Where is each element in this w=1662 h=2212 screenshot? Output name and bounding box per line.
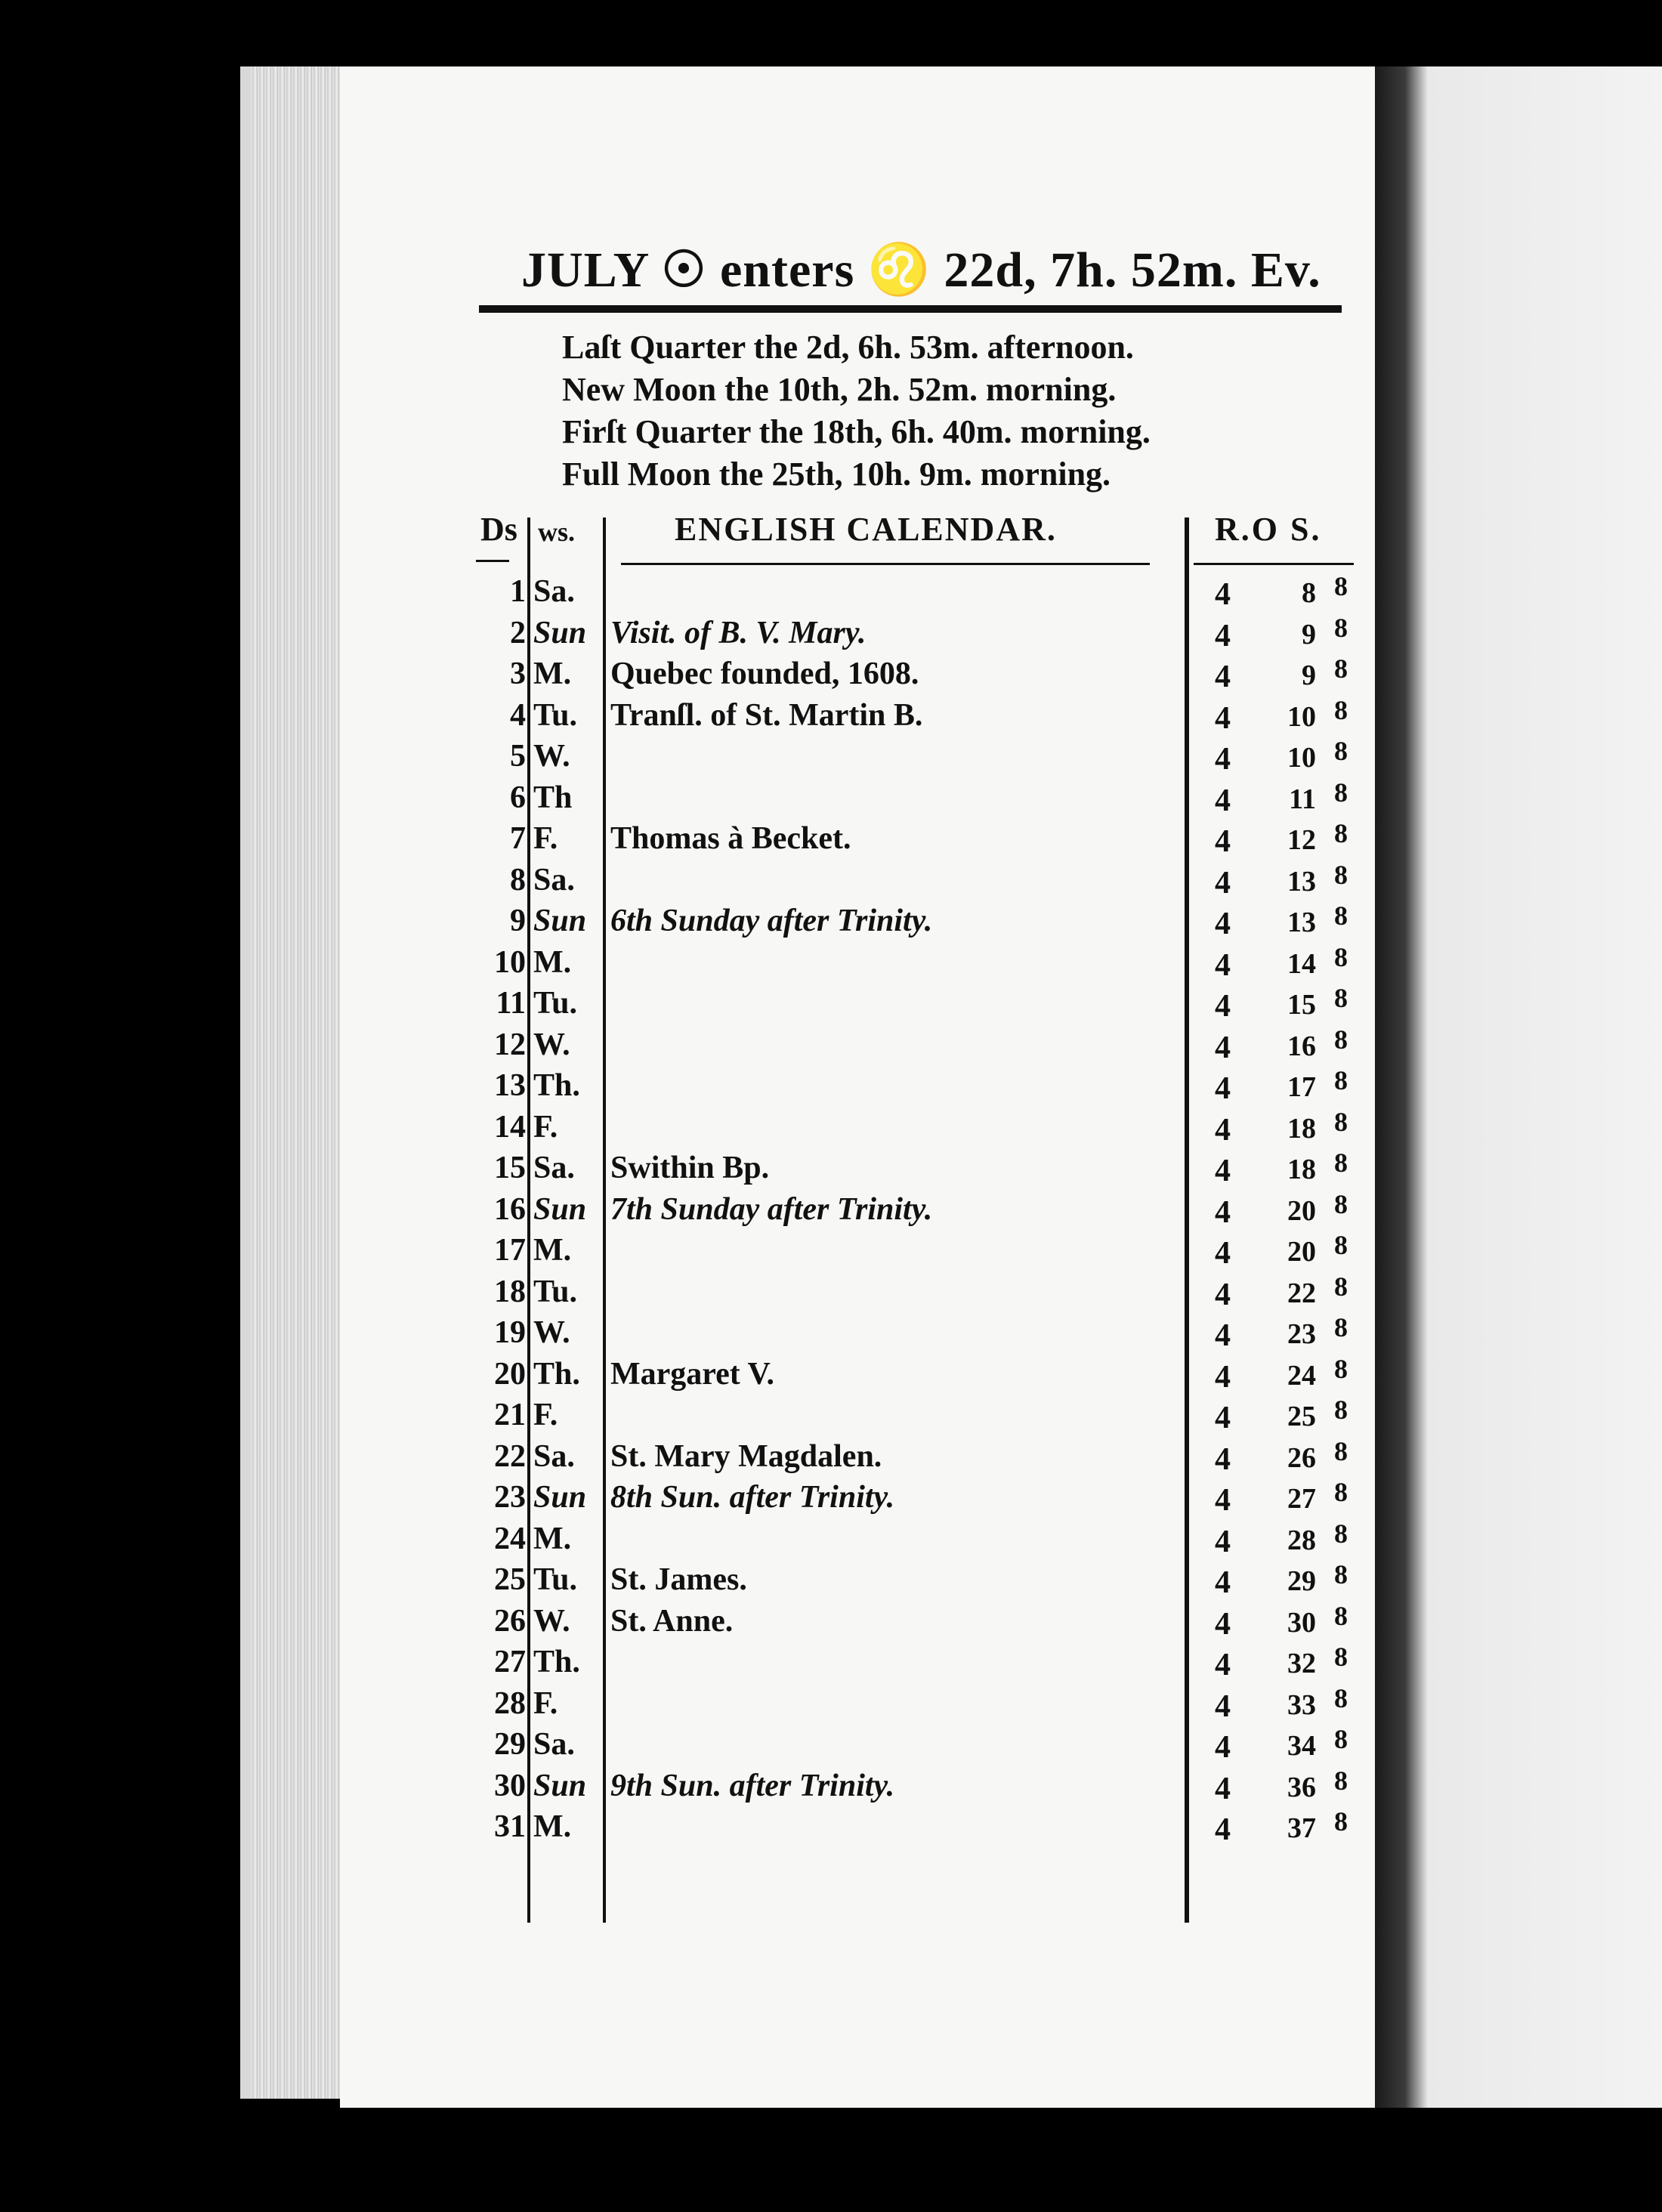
sunrise-hour: 4 — [1215, 1359, 1231, 1395]
calendar-event: Swithin Bp. — [610, 1151, 770, 1185]
sunrise-minute: 9 — [1302, 660, 1316, 691]
sunset-hour: 8 — [1334, 1395, 1348, 1425]
sunrise-hour: 4 — [1215, 1071, 1231, 1106]
weekday: Th — [533, 780, 573, 815]
sunset-hour: 8 — [1334, 1148, 1348, 1178]
day-number: 12 — [494, 1027, 526, 1062]
sunrise-minute: 14 — [1287, 947, 1316, 980]
sunrise-hour: 4 — [1215, 1318, 1231, 1353]
moon-phases — [562, 326, 1355, 496]
header-rising-setting: R.O S. — [1215, 511, 1322, 548]
phase-line-first-quarter: Firſt Quarter the 18th, 6h. 40m. morning. — [562, 413, 1151, 450]
weekday: Sun — [533, 615, 587, 650]
weekday: M. — [533, 944, 572, 980]
sunset-hour: 8 — [1334, 901, 1348, 931]
sunrise-hour: 4 — [1215, 989, 1231, 1024]
day-number: 14 — [494, 1109, 526, 1145]
weekday: Sa. — [533, 574, 575, 609]
day-number: 9 — [510, 904, 526, 938]
day-number: 3 — [510, 656, 526, 691]
phase-line-new-moon: New Moon the 10th, 2h. 52m. morning. — [562, 371, 1117, 408]
sunset-hour: 8 — [1334, 941, 1348, 972]
calendar-event: Tranſl. of St. Martin B. — [610, 697, 923, 733]
table-row — [474, 1723, 1358, 1765]
header-english-calendar: ENGLISH CALENDAR. — [675, 511, 1057, 548]
weekday: Tu. — [533, 1562, 578, 1597]
day-number: 16 — [494, 1191, 526, 1227]
table-row — [474, 612, 1358, 653]
page-edges — [240, 66, 357, 2099]
phase-line-last-quarter: Laſt Quarter the 2d, 6h. 53m. afternoon. — [562, 329, 1134, 366]
sunrise-minute: 8 — [1302, 577, 1316, 609]
calendar-event: St. Mary Magdalen. — [610, 1438, 882, 1474]
weekday: F. — [533, 821, 558, 856]
day-number: 31 — [494, 1809, 526, 1844]
sunrise-minute: 28 — [1287, 1524, 1316, 1556]
table-row — [474, 1188, 1358, 1230]
sunset-hour: 8 — [1334, 571, 1348, 601]
weekday: M. — [533, 656, 572, 691]
day-number: 22 — [494, 1438, 526, 1474]
header-rule — [1194, 563, 1354, 565]
weekday: Th. — [533, 1645, 580, 1679]
table-row — [474, 1806, 1358, 1847]
sunrise-minute: 26 — [1287, 1441, 1316, 1474]
weekday: Tu. — [533, 986, 578, 1021]
sunrise-minute: 24 — [1287, 1359, 1316, 1392]
sunrise-minute: 13 — [1287, 907, 1316, 938]
calendar-rows — [474, 570, 1358, 1847]
weekday: F. — [533, 1685, 558, 1721]
day-number: 19 — [494, 1315, 526, 1350]
table-row — [474, 1600, 1358, 1642]
weekday: Tu. — [533, 1274, 578, 1309]
table-row — [474, 1559, 1358, 1600]
sunrise-hour: 4 — [1215, 1565, 1231, 1600]
sunrise-hour: 4 — [1215, 783, 1231, 818]
sunset-hour: 8 — [1334, 694, 1348, 725]
weekday: W. — [533, 739, 570, 774]
table-row — [474, 1024, 1358, 1065]
sunset-hour: 8 — [1334, 1806, 1348, 1837]
sunrise-minute: 10 — [1287, 700, 1316, 733]
calendar-event: Visit. of B. V. Mary. — [610, 615, 867, 650]
sunrise-hour: 4 — [1215, 742, 1231, 777]
day-number: 23 — [494, 1480, 526, 1515]
sunrise-minute: 37 — [1287, 1812, 1316, 1844]
weekday: F. — [533, 1398, 558, 1432]
table-row — [474, 735, 1358, 777]
sunset-hour: 8 — [1334, 1765, 1348, 1796]
weekday: Sun — [533, 1480, 587, 1515]
weekday: Sa. — [533, 862, 575, 897]
calendar-event: Thomas à Becket. — [610, 821, 851, 856]
weekday: Sun — [533, 1191, 587, 1227]
title-rule — [479, 305, 1342, 313]
sunrise-minute: 16 — [1287, 1030, 1316, 1062]
calendar-event: 9th Sun. after Trinity. — [610, 1768, 895, 1803]
sunset-hour: 8 — [1334, 1353, 1348, 1384]
calendar-event: 8th Sun. after Trinity. — [610, 1480, 895, 1515]
weekday: M. — [533, 1521, 572, 1556]
sunrise-hour: 4 — [1215, 1401, 1231, 1435]
sunset-hour: 8 — [1334, 1724, 1348, 1754]
sunrise-hour: 4 — [1215, 1524, 1231, 1559]
sunset-hour: 8 — [1334, 1435, 1348, 1466]
table-row — [474, 859, 1358, 901]
sunrise-hour: 4 — [1215, 1606, 1231, 1642]
sunrise-minute: 9 — [1302, 618, 1316, 650]
calendar-event: Margaret V. — [610, 1356, 774, 1392]
day-number: 4 — [510, 697, 526, 733]
sunrise-minute: 20 — [1287, 1194, 1316, 1227]
day-number: 29 — [494, 1727, 526, 1762]
calendar-event: St. Anne. — [610, 1603, 734, 1639]
day-number: 2 — [510, 615, 526, 650]
sunrise-hour: 4 — [1215, 1236, 1231, 1271]
table-row — [474, 570, 1358, 612]
sunrise-minute: 25 — [1287, 1401, 1316, 1432]
sunrise-hour: 4 — [1215, 907, 1231, 941]
weekday: Th. — [533, 1356, 580, 1392]
sunrise-hour: 4 — [1215, 1730, 1231, 1765]
table-row — [474, 1106, 1358, 1148]
sunrise-hour: 4 — [1215, 1441, 1231, 1477]
sunrise-minute: 27 — [1287, 1483, 1316, 1515]
sunrise-hour: 4 — [1215, 1771, 1231, 1806]
sunrise-minute: 36 — [1287, 1771, 1316, 1803]
sunset-hour: 8 — [1334, 1477, 1348, 1507]
sunset-hour: 8 — [1334, 1065, 1348, 1095]
day-number: 20 — [494, 1356, 526, 1392]
table-row — [474, 1229, 1358, 1271]
sunrise-minute: 29 — [1287, 1565, 1316, 1597]
header-weekdays: ws. — [538, 517, 576, 547]
weekday: W. — [533, 1315, 570, 1350]
calendar-table — [474, 510, 1358, 1930]
table-row — [474, 982, 1358, 1024]
sunset-hour: 8 — [1334, 1559, 1348, 1589]
day-number: 6 — [510, 780, 526, 815]
table-row — [474, 1765, 1358, 1806]
sunrise-minute: 20 — [1287, 1236, 1316, 1268]
sunrise-minute: 18 — [1287, 1112, 1316, 1145]
sunset-hour: 8 — [1334, 1642, 1348, 1672]
table-row — [474, 1394, 1358, 1435]
table-row — [474, 1353, 1358, 1395]
weekday: M. — [533, 1809, 572, 1844]
table-row — [474, 1271, 1358, 1312]
sunset-hour: 8 — [1334, 736, 1348, 766]
table-row — [474, 1064, 1358, 1106]
weekday: Sun — [533, 1768, 587, 1803]
day-number: 27 — [494, 1645, 526, 1679]
day-number: 7 — [510, 821, 526, 856]
header-days: Ds — [480, 511, 517, 548]
sunrise-hour: 4 — [1215, 1688, 1231, 1724]
day-number: 18 — [494, 1274, 526, 1309]
sunrise-minute: 15 — [1287, 989, 1316, 1021]
calendar-event: 7th Sunday after Trinity. — [610, 1191, 933, 1227]
sunrise-minute: 17 — [1287, 1071, 1316, 1103]
sunrise-hour: 4 — [1215, 1812, 1231, 1847]
day-number: 17 — [494, 1233, 526, 1268]
sunrise-hour: 4 — [1215, 824, 1231, 859]
page-title: JULY ☉ enters ♌ 22d, 7h. 52m. Ev. — [521, 243, 1321, 298]
calendar-event: 6th Sunday after Trinity. — [610, 904, 933, 938]
sunrise-minute: 23 — [1287, 1318, 1316, 1350]
day-number: 13 — [494, 1068, 526, 1103]
sunrise-minute: 33 — [1287, 1688, 1316, 1721]
weekday: Th. — [533, 1068, 580, 1103]
sunset-hour: 8 — [1334, 1518, 1348, 1549]
sunset-hour: 8 — [1334, 1024, 1348, 1055]
sunset-hour: 8 — [1334, 612, 1348, 643]
phase-line-full-moon: Full Moon the 25th, 10h. 9m. morning. — [562, 456, 1111, 493]
calendar-event: Quebec founded, 1608. — [610, 656, 919, 691]
sunrise-minute: 22 — [1287, 1277, 1316, 1309]
sunset-hour: 8 — [1334, 1188, 1348, 1219]
sunset-hour: 8 — [1334, 818, 1348, 848]
table-row — [474, 1435, 1358, 1477]
weekday: F. — [533, 1109, 558, 1145]
sunset-hour: 8 — [1334, 983, 1348, 1013]
table-row — [474, 1641, 1358, 1682]
weekday: Sa. — [533, 1151, 575, 1185]
table-row — [474, 1311, 1358, 1353]
facing-page — [1375, 66, 1662, 2108]
day-number: 28 — [494, 1685, 526, 1721]
table-row — [474, 1476, 1358, 1518]
calendar-event: St. James. — [610, 1562, 747, 1597]
table-row — [474, 1147, 1358, 1188]
table-row — [474, 1518, 1358, 1559]
sunrise-hour: 4 — [1215, 1030, 1231, 1065]
sunrise-minute: 13 — [1287, 865, 1316, 897]
day-number: 11 — [496, 986, 526, 1021]
sunset-hour: 8 — [1334, 777, 1348, 808]
weekday: W. — [533, 1603, 570, 1639]
header-rule — [476, 560, 509, 562]
sunrise-hour: 4 — [1215, 865, 1231, 901]
sunset-hour: 8 — [1334, 859, 1348, 890]
sunset-hour: 8 — [1334, 1106, 1348, 1137]
sunrise-minute: 32 — [1287, 1648, 1316, 1679]
sunset-hour: 8 — [1334, 1600, 1348, 1631]
sunset-hour: 8 — [1334, 653, 1348, 684]
weekday: M. — [533, 1233, 572, 1268]
weekday: W. — [533, 1027, 570, 1062]
sunrise-hour: 4 — [1215, 1154, 1231, 1188]
weekday: Sun — [533, 904, 587, 938]
day-number: 21 — [494, 1398, 526, 1432]
sunset-hour: 8 — [1334, 1230, 1348, 1260]
sunrise-hour: 4 — [1215, 1483, 1231, 1518]
day-number: 30 — [494, 1768, 526, 1803]
day-number: 10 — [494, 944, 526, 980]
sunrise-minute: 10 — [1287, 742, 1316, 774]
weekday: Sa. — [533, 1727, 575, 1762]
sunset-hour: 8 — [1334, 1271, 1348, 1302]
sunset-hour: 8 — [1334, 1312, 1348, 1342]
day-number: 1 — [510, 574, 526, 609]
sunrise-minute: 34 — [1287, 1730, 1316, 1762]
day-number: 24 — [494, 1521, 526, 1556]
sunrise-hour: 4 — [1215, 1277, 1231, 1312]
sunrise-minute: 11 — [1289, 783, 1316, 815]
table-row — [474, 900, 1358, 941]
sunset-hour: 8 — [1334, 1682, 1348, 1713]
day-number: 26 — [494, 1603, 526, 1639]
sunrise-hour: 4 — [1215, 1112, 1231, 1148]
day-number: 15 — [494, 1151, 526, 1185]
sunrise-hour: 4 — [1215, 700, 1231, 736]
sunrise-hour: 4 — [1215, 660, 1231, 694]
table-row — [474, 1682, 1358, 1724]
sunrise-hour: 4 — [1215, 947, 1231, 983]
weekday: Tu. — [533, 697, 578, 733]
table-row — [474, 817, 1358, 859]
table-row — [474, 777, 1358, 818]
sunrise-minute: 12 — [1287, 824, 1316, 856]
weekday: Sa. — [533, 1438, 575, 1474]
table-row — [474, 941, 1358, 983]
sunrise-hour: 4 — [1215, 577, 1231, 612]
table-row — [474, 694, 1358, 736]
header-rule — [621, 563, 1150, 565]
sunrise-hour: 4 — [1215, 1648, 1231, 1682]
day-number: 8 — [510, 862, 526, 897]
day-number: 25 — [494, 1562, 526, 1597]
sunrise-minute: 18 — [1287, 1154, 1316, 1185]
sunrise-minute: 30 — [1287, 1606, 1316, 1639]
day-number: 5 — [510, 739, 526, 774]
table-row — [474, 653, 1358, 694]
sunrise-hour: 4 — [1215, 1194, 1231, 1230]
sunrise-hour: 4 — [1215, 618, 1231, 653]
